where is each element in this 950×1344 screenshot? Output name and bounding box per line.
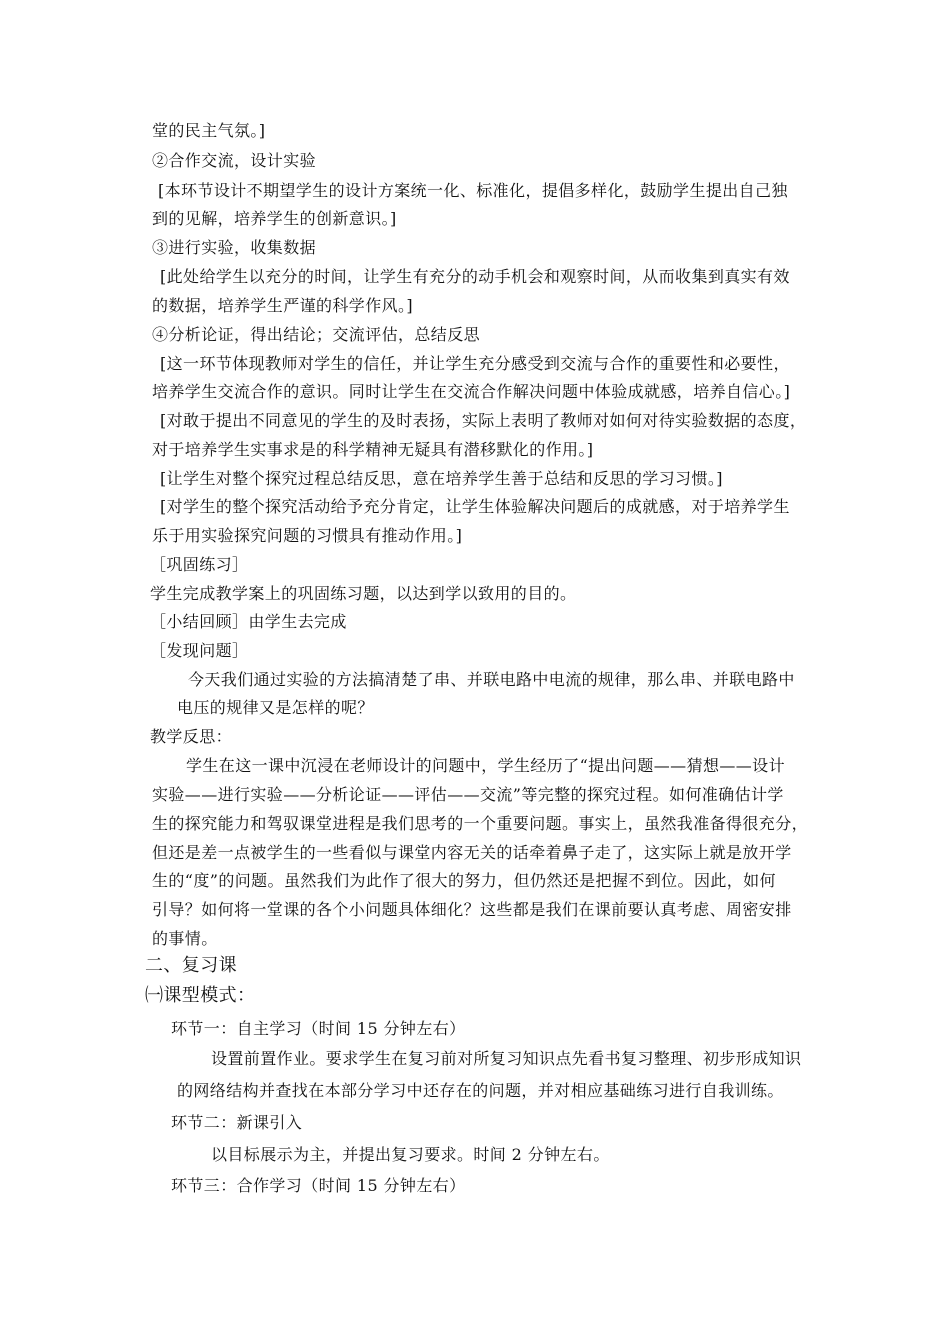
text-line: 设置前置作业。要求学生在复习前对所复习知识点先看书复习整理、初步形成知识 [211,1049,802,1068]
text-line: 的数据，培养学生严谨的科学作风。] [152,296,414,315]
text-line: [对学生的整个探究活动给予充分肯定，让学生体验解决问题后的成就感，对于培养学生 [160,497,790,516]
section-heading: ［巩固练习］ [150,555,249,574]
text-line: 培养学生交流合作的意识。同时让学生在交流合作解决问题中体验成就感，培养自信心。] [152,382,791,401]
section-heading: ④分析论证，得出结论；交流评估，总结反思 [152,325,481,344]
subsection-heading: ㈠课型模式： [145,985,256,1006]
text-line: [对敢于提出不同意见的学生的及时表扬，实际上表明了教师对如何对待实验数据的态度， [160,411,807,430]
text-line: 电压的规律又是怎样的呢？ [177,698,374,717]
text-line: [本环节设计不期望学生的设计方案统一化、标准化，提倡多样化，鼓励学生提出自己独 [158,181,788,200]
text-line: 学生在这一课中沉浸在老师设计的问题中，学生经历了“提出问题——猜想——设计 [186,756,785,775]
section-heading: 教学反思： [150,727,233,746]
text-line: [这一环节体现教师对学生的信任，并让学生充分感受到交流与合作的重要性和必要性， [160,354,790,373]
text-line: 但还是差一点被学生的一些看似与课堂内容无关的话牵着鼻子走了，这实际上就是放开学 [152,843,792,862]
step-heading: 环节二：新课引入 [171,1113,303,1132]
text-line: [让学生对整个探究过程总结反思，意在培养学生善于总结和反思的学习习惯。] [160,469,723,488]
text-line: 引导？如何将一堂课的各个小问题具体细化？这些都是我们在课前要认真考虑、周密安排 [152,900,792,919]
text-line: [此处给学生以充分的时间，让学生有充分的动手机会和观察时间，从而收集到真实有效 [160,267,790,286]
text-line: 实验——进行实验——分析论证——评估——交流”等完整的探究过程。如何准确估计学 [152,785,784,804]
text-line: 生的“度”的问题。虽然我们为此作了很大的努力，但仍然还是把握不到位。因此，如何 [152,871,776,890]
text-line: 学生完成教学案上的巩固练习题，以达到学以致用的目的。 [150,584,577,603]
text-line: 今天我们通过实验的方法搞清楚了串、并联电路中电流的规律，那么串、并联电路中 [188,670,795,689]
text-line: 对于培养学生实事求是的科学精神无疑具有潜移默化的作用。] [152,440,594,459]
section-heading: ［发现问题］ [150,641,249,660]
text-line: 到的见解，培养学生的创新意识。] [152,209,397,228]
step-heading: 环节三：合作学习（时间 15 分钟左右） [171,1176,466,1195]
section-heading: ［小结回顾］由学生去完成 [150,612,347,631]
text-line: 生的探究能力和驾驭课堂进程是我们思考的一个重要问题。事实上，虽然我准备得很充分， [152,814,809,833]
text-line: 的网络结构并查找在本部分学习中还存在的问题，并对相应基础练习进行自我训练。 [177,1081,784,1100]
text-line: 以目标展示为主，并提出复习要求。时间 2 分钟左右。 [211,1145,610,1164]
chapter-heading: 二、复习课 [145,955,237,976]
section-heading: ②合作交流，设计实验 [152,151,317,170]
step-heading: 环节一：自主学习（时间 15 分钟左右） [171,1019,466,1038]
text-line: 堂的民主气氛。] [152,121,266,140]
text-line: 的事情。 [152,929,218,948]
text-line: 乐于用实验探究问题的习惯具有推动作用。] [152,526,463,545]
section-heading: ③进行实验，收集数据 [152,238,317,257]
